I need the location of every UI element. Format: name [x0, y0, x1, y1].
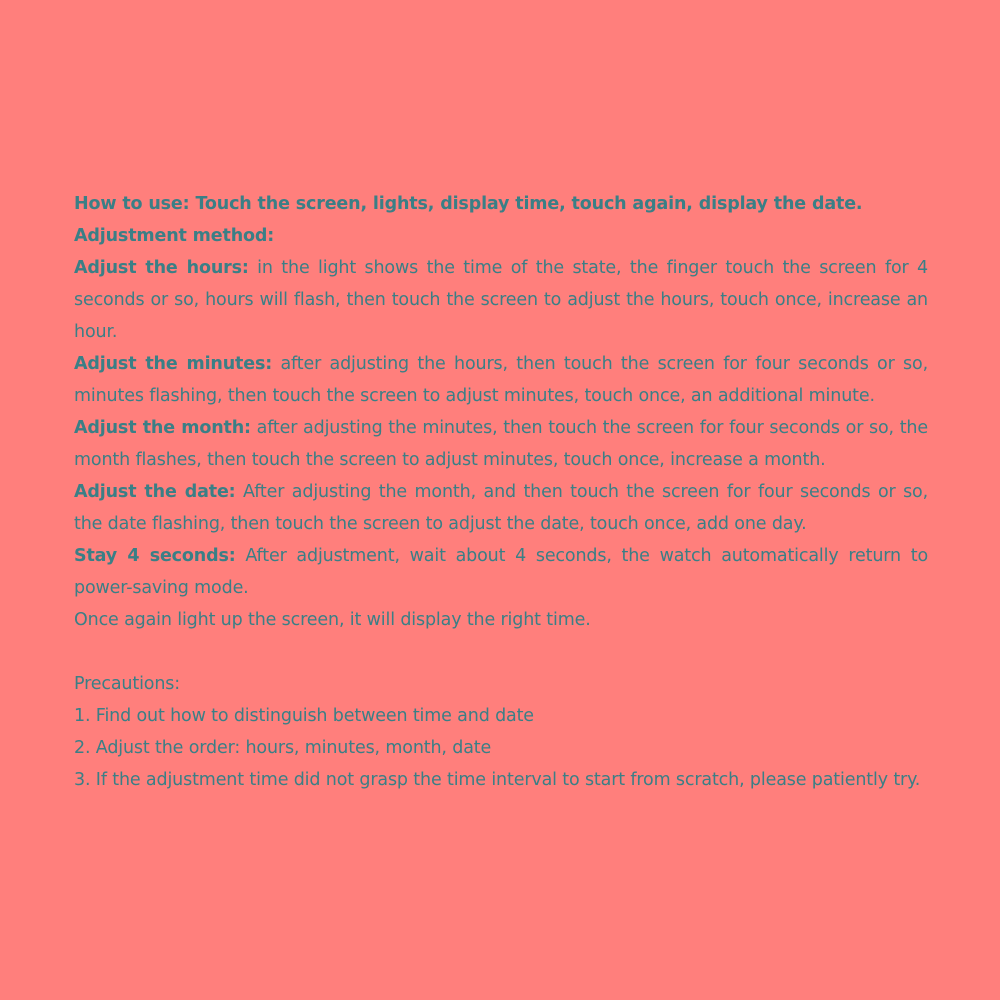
precaution-item: 1. Find out how to distinguish between time and date	[74, 706, 534, 726]
adjust-date-text: After adjusting the month, and then touch the screen for four seconds or so, the date flashing, then touch the screen to adjust the date, touch once, add one day.	[74, 482, 929, 534]
adjust-hours-label: Adjust the hours:	[74, 258, 249, 278]
how-to-use-line: How to use: Touch the screen, lights, display time, touch again, display the date.	[74, 194, 863, 214]
precautions-heading: Precautions:	[74, 674, 180, 694]
adjust-date-paragraph	[74, 476, 928, 540]
precaution-item: 3. If the adjustment time did not grasp the time interval to start from scratch, please patiently try.	[74, 770, 921, 790]
adjust-month-paragraph	[74, 412, 928, 476]
adjust-date-label: Adjust the date:	[74, 482, 236, 502]
adjust-month-text: after adjusting the minutes, then touch the screen for four seconds or so, the month flashes, then touch the screen to adjust minutes, touch once, increase a month.	[74, 418, 928, 470]
adjust-hours-paragraph	[74, 252, 928, 348]
stay-seconds-text: After adjustment, wait about 4 seconds, the watch automatically return to power-saving mode.	[74, 546, 928, 598]
adjust-month-label: Adjust the month:	[74, 418, 251, 438]
adjust-hours-text: in the light shows the time of the state, the finger touch the screen for 4 seconds or so, hours will flash, then touch the screen to adjust the hours, touch once, increase an hour.	[74, 258, 928, 342]
stay-seconds-label: Stay 4 seconds:	[74, 546, 236, 566]
adjust-minutes-paragraph	[74, 348, 928, 412]
adjust-minutes-label: Adjust the minutes:	[74, 354, 273, 374]
stay-seconds-paragraph	[74, 540, 928, 604]
final-note: Once again light up the screen, it will display the right time.	[74, 610, 591, 630]
section-gap	[74, 636, 928, 668]
adjustment-method-heading: Adjustment method:	[74, 226, 275, 246]
instruction-text-block	[74, 188, 928, 796]
precaution-item: 2. Adjust the order: hours, minutes, month, date	[74, 738, 492, 758]
adjust-minutes-text: after adjusting the hours, then touch the screen for four seconds or so, minutes flashing, then touch the screen to adjust minutes, touch once, an additional minute.	[74, 354, 928, 406]
